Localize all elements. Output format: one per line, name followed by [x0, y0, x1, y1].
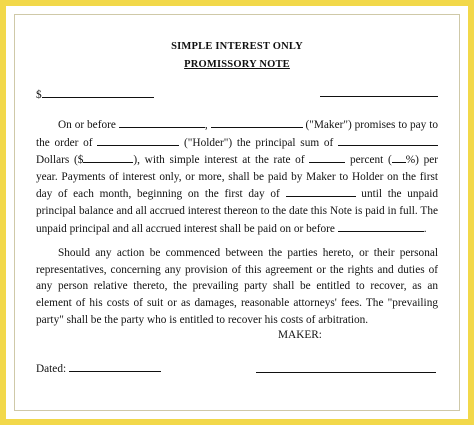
dated-field	[36, 360, 161, 378]
holder-name-blank[interactable]	[97, 134, 179, 146]
date-blank[interactable]	[69, 360, 161, 372]
principal-amount-blank[interactable]	[83, 151, 133, 163]
amount-blank[interactable]	[42, 86, 154, 98]
dollar-sign: $	[36, 89, 42, 101]
document-subtitle: PROMISSORY NOTE	[184, 59, 290, 70]
interest-rate-percent-blank[interactable]	[392, 151, 406, 163]
amount-row	[36, 86, 438, 104]
dated-label: Dated:	[36, 363, 67, 375]
maker-name-blank[interactable]	[211, 116, 303, 128]
amount-field[interactable]	[36, 86, 154, 104]
due-date-blank[interactable]	[119, 116, 205, 128]
terms-paragraph: On or before , ("Maker") promises to pay to the order of ("Holder") the principal sum of Dollars ($ ), with simple interest at the rate of percent ( %) per year. Payments of interest only, or more, shall be paid by Maker to Holder on the first day of each month, beginning on the first day of until the unpaid principal balance and all accrued interest thereon to the date this Note is paid in full. The unpaid principal and all accrued interest shall be paid on or before .	[36, 116, 438, 237]
interest-rate-words-blank[interactable]	[309, 151, 345, 163]
promissory-note-document	[36, 40, 439, 375]
place-blank[interactable]	[320, 96, 438, 97]
first-payment-blank[interactable]	[286, 185, 356, 197]
maker-label: MAKER:	[278, 329, 322, 341]
final-due-date-blank[interactable]	[338, 220, 424, 232]
maker-signature-line[interactable]	[256, 372, 436, 373]
attorney-fees-paragraph: Should any action be commenced between the parties hereto, or their personal representatives, concerning any provision of this agreement or the rights and duties of any person relative thereto, the prevailing party shall be entitled to recover, as an element of his costs of suit or as damages, reasonable attorneys' fees. The "prevailing party" shall be the party who is entitled to recover his costs of arbitration.	[36, 247, 438, 326]
principal-words-blank[interactable]	[338, 134, 438, 146]
document-title: SIMPLE INTEREST ONLY	[171, 41, 303, 52]
